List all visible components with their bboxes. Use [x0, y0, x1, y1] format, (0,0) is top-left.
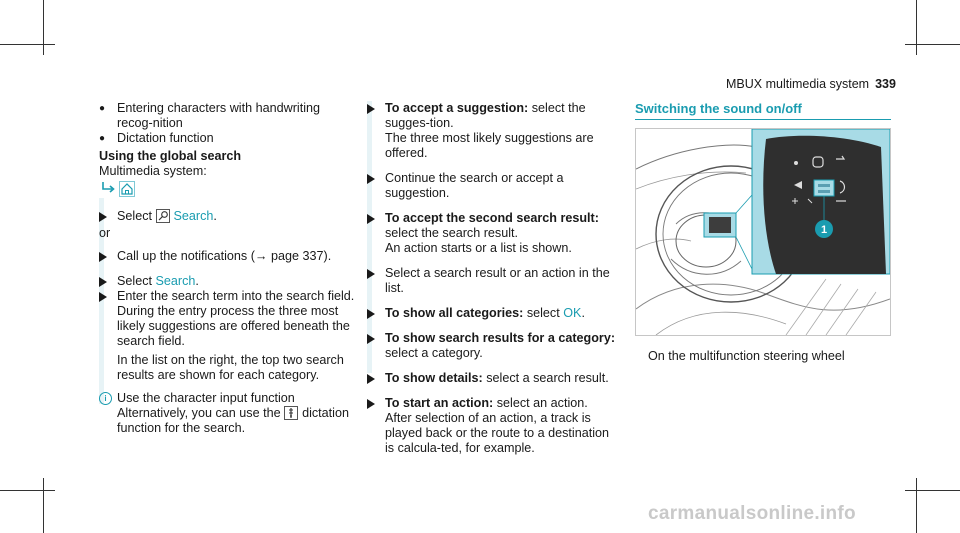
step-arrow-icon — [367, 374, 375, 384]
bullet-icon: ● — [99, 133, 106, 144]
list-item — [99, 101, 359, 131]
step-text: . — [213, 209, 217, 223]
step-text: select the search result. — [385, 226, 518, 240]
step-select-search-2 — [99, 274, 359, 289]
crop-mark — [43, 0, 44, 55]
column-1 — [99, 101, 359, 436]
column-2 — [367, 101, 617, 456]
crop-mark — [916, 478, 917, 533]
step-arrow-icon — [99, 212, 107, 222]
step-text: The three most likely suggestions are offered. — [385, 131, 594, 160]
step-label: To accept a suggestion: — [385, 101, 529, 115]
bullet-text: Entering characters with handwriting recog-nition — [117, 101, 321, 130]
crop-mark — [916, 0, 917, 55]
step-label: To accept the second search result: — [385, 211, 599, 225]
or-text: or — [99, 226, 111, 240]
path-arrow-icon — [101, 181, 115, 195]
info-note — [99, 391, 359, 436]
step-arrow-icon — [367, 269, 375, 279]
ok-link[interactable]: OK — [563, 306, 582, 320]
step-show-details — [367, 371, 617, 386]
home-icon — [119, 181, 135, 197]
step-text: Select — [117, 274, 153, 288]
step-accept-second — [367, 211, 617, 256]
subheading: Using the global search — [99, 149, 242, 163]
step-arrow-icon — [367, 104, 375, 114]
note-text: Use the character input function Alternatively, you can use the — [117, 391, 295, 420]
step-text: Select a search result or an action in the list. — [385, 266, 610, 295]
intro-text: Multimedia system: — [99, 164, 207, 178]
step-arrow-icon — [367, 214, 375, 224]
info-icon: i — [99, 392, 112, 405]
step-notifications — [99, 249, 359, 264]
step-text: select the sugges-tion. — [385, 101, 586, 130]
step-enter-term — [99, 289, 359, 383]
step-arrow-icon — [99, 292, 107, 302]
column-3 — [635, 101, 891, 116]
step-show-categories — [367, 306, 617, 321]
step-start-action — [367, 396, 617, 456]
step-text: Call up the notifications (→ page 337). — [117, 249, 332, 263]
crop-mark — [905, 490, 960, 491]
section-title: Switching the sound on/off — [635, 101, 802, 116]
page-header — [726, 77, 896, 92]
bullet-icon: ● — [99, 103, 106, 114]
step-arrow-icon — [367, 174, 375, 184]
section-rule — [635, 119, 891, 120]
step-label: To show all categories: — [385, 306, 524, 320]
step-text: Continue the search or accept a suggestion. — [385, 171, 564, 200]
step-label: To show details: — [385, 371, 483, 385]
step-text: Select — [117, 209, 153, 223]
step-arrow-icon — [99, 252, 107, 262]
crop-mark — [905, 44, 960, 45]
step-text: After selection of an action, a track is played back or the route to a destination is calcula-ted, for example. — [385, 411, 610, 455]
step-arrow-icon — [367, 309, 375, 319]
crop-mark — [43, 478, 44, 533]
search-link[interactable]: Search — [155, 274, 196, 288]
microphone-icon — [284, 406, 298, 420]
list-item — [99, 131, 359, 146]
steering-wheel-figure — [635, 128, 891, 336]
steering-wheel-illustration — [636, 129, 890, 335]
header-title: MBUX multimedia system — [726, 77, 870, 91]
step-select-search — [99, 209, 359, 224]
step-text: Enter the search term into the search field. During the entry process the three most likely suggestions are offered beneath the search field. — [117, 289, 355, 348]
step-accept-suggestion — [367, 101, 617, 161]
step-text: select a search result. — [486, 371, 609, 385]
step-text: select a category. — [385, 346, 483, 360]
step-label: To start an action: — [385, 396, 494, 410]
step-text: select an action. — [496, 396, 588, 410]
step-text: select — [526, 306, 560, 320]
step-label: To show search results for a category: — [385, 331, 616, 345]
crop-mark — [0, 490, 55, 491]
menu-path — [99, 181, 359, 199]
search-icon — [156, 209, 170, 223]
step-text: An action starts or a list is shown. — [385, 241, 572, 255]
step-show-category-results — [367, 331, 617, 361]
crop-mark — [0, 44, 55, 45]
page-number: 339 — [875, 77, 896, 91]
figure-caption: On the multifunction steering wheel — [648, 349, 845, 363]
bullet-text: Dictation function — [117, 131, 214, 145]
step-continue — [367, 171, 617, 201]
step-arrow-icon — [367, 334, 375, 344]
watermark-text: carmanualsonline.info — [648, 503, 856, 524]
step-text: In the list on the right, the top two search results are shown for each category. — [117, 353, 344, 382]
note-text: dictation function for the search. — [117, 406, 349, 435]
step-text: . — [195, 274, 199, 288]
step-arrow-icon — [367, 399, 375, 409]
step-text: . — [581, 306, 585, 320]
step-select-result — [367, 266, 617, 296]
callout-number: 1 — [820, 224, 828, 236]
step-arrow-icon — [99, 277, 107, 287]
search-link[interactable]: Search — [173, 209, 214, 223]
